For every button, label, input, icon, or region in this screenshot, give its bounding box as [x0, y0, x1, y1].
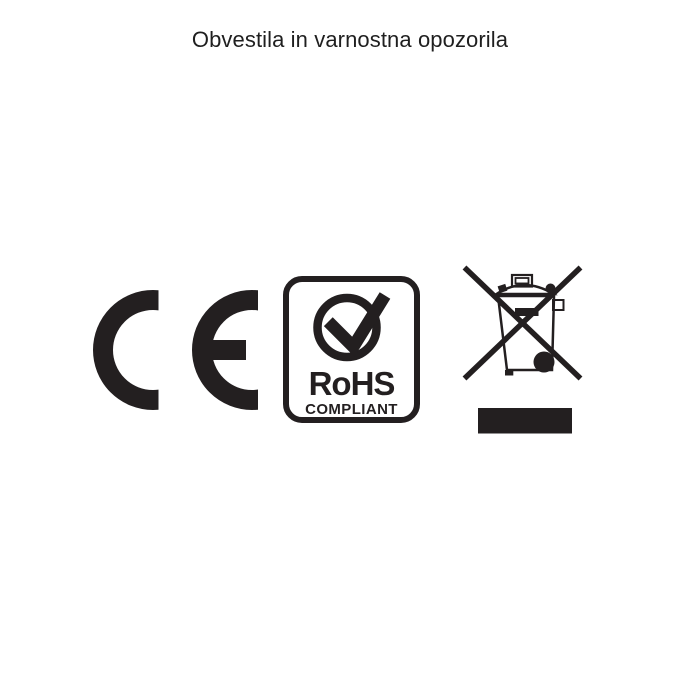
weee-bar — [478, 408, 572, 434]
weee-icon — [460, 262, 585, 438]
page-title: Obvestila in varnostna opozorila — [191, 27, 509, 52]
weee-bin-wheel — [534, 352, 555, 373]
weee-bin-foot — [505, 370, 513, 376]
rohs-label: RoHS — [308, 365, 395, 402]
rohs-compliant-label: COMPLIANT — [305, 401, 398, 418]
ce-letter-c — [103, 300, 203, 400]
ce-letter-e-bar — [197, 340, 246, 360]
rohs-badge — [283, 276, 420, 423]
rohs-checkmark-icon — [289, 282, 414, 372]
ce-mark-icon — [93, 290, 258, 410]
